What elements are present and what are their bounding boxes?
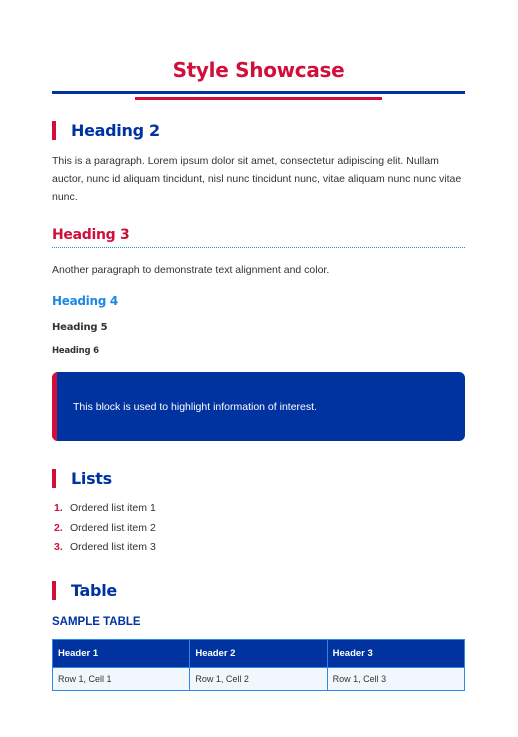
paragraph-alignment: Another paragraph to demonstrate text alignment and color. bbox=[52, 264, 330, 276]
title-underline-blue bbox=[52, 91, 465, 94]
list-item bbox=[52, 538, 156, 558]
heading-3: Heading 3 bbox=[52, 227, 130, 243]
table-row bbox=[53, 668, 465, 691]
lists-heading: Lists bbox=[52, 468, 112, 490]
table-heading: Table bbox=[52, 580, 117, 602]
list-item-label: Ordered list item 1 bbox=[70, 502, 156, 514]
table-header-cell: Header 3 bbox=[327, 640, 464, 668]
title-underline-red bbox=[135, 97, 382, 100]
sample-table bbox=[52, 639, 465, 691]
list-item-number: 3. bbox=[54, 541, 63, 553]
table-header-cell: Header 1 bbox=[53, 640, 190, 668]
page-title: Style Showcase bbox=[172, 58, 345, 82]
list-item bbox=[52, 499, 156, 519]
heading-3-dotted-rule bbox=[52, 247, 465, 248]
paragraph-lorem: This is a paragraph. Lorem ipsum dolor sit amet, consectetur adipiscing elit. Nullam auctor, nunc id aliquam tincidunt, nisl nunc tincidunt nunc, vitae aliquam nunc nunc vitae nunc. bbox=[52, 155, 462, 203]
list-item bbox=[52, 519, 156, 539]
heading-5: Heading 5 bbox=[52, 322, 108, 333]
table-cell: Row 1, Cell 3 bbox=[327, 668, 464, 691]
list-item-label: Ordered list item 2 bbox=[70, 521, 156, 534]
heading-4: Heading 4 bbox=[52, 294, 118, 308]
table-cell: Row 1, Cell 1 bbox=[53, 668, 190, 691]
list-item-number: 2. bbox=[54, 521, 63, 534]
highlight-block bbox=[52, 372, 465, 441]
highlight-text: This block is used to highlight information of interest. bbox=[73, 401, 317, 413]
list-item-number: 1. bbox=[54, 502, 63, 514]
table-header-row bbox=[53, 640, 465, 668]
heading-6: Heading 6 bbox=[52, 346, 99, 356]
list-item-label: Ordered list item 3 bbox=[70, 541, 156, 553]
table-cell: Row 1, Cell 2 bbox=[190, 668, 327, 691]
heading-2: Heading 2 bbox=[52, 120, 160, 142]
ordered-list bbox=[52, 499, 156, 558]
table-caption: SAMPLE TABLE bbox=[52, 616, 141, 628]
table-header-cell: Header 2 bbox=[190, 640, 327, 668]
